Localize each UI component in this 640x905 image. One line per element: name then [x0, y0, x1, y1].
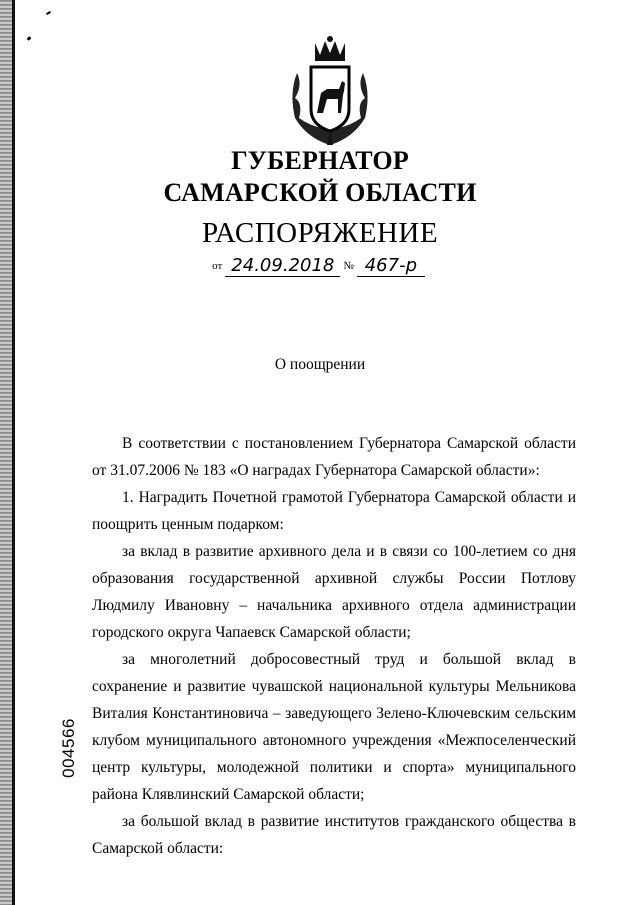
document-number: 467-р: [357, 256, 425, 277]
scan-edge-line: [12, 0, 15, 905]
body-paragraph: за многолетний добросовестный труд и большой вклад в сохранение и развитие чувашской национальной культуры Мельникова Виталия Константиновича – заведующего Зелено-Ключевским сельским клубом муниципального автономного учреждения «Межпоселенческий центр культуры, молодежной политики и спорта» муниципального района Клявлинский Самарской области;: [92, 651, 576, 803]
document-date: 24.09.2018: [225, 256, 340, 277]
body-paragraph: В соответствии с постановлением Губернатора Самарской области от 31.07.2006 № 183 «О наградах Губернатора Самарской области»:: [92, 435, 576, 479]
number-prefix: №: [343, 260, 354, 272]
issuer-title-line1: ГУБЕРНАТОР: [231, 146, 409, 175]
document-body: [92, 430, 576, 862]
serial-number: 004566: [59, 718, 78, 778]
body-paragraph: за вклад в развитие архивного дела и в связи со 100-летием со дня образования государственной архивной службы России Потлову Людмилу Ивановну – начальника архивного отдела администрации городского округа Чапаевск Самарской области;: [92, 543, 576, 641]
issuer-title-line2: САМАРСКОЙ ОБЛАСТИ: [163, 178, 477, 207]
body-paragraph: за большой вклад в развитие институтов гражданского общества в Самарской области:: [92, 813, 576, 857]
document-subject: О поощрении: [274, 356, 366, 373]
scan-edge: [0, 0, 12, 905]
date-number-line: [0, 255, 640, 277]
scan-speck: [27, 36, 32, 41]
coat-of-arms-emblem: [287, 33, 373, 151]
scan-speck: [46, 11, 51, 15]
document-type: РАСПОРЯЖЕНИЕ: [201, 217, 439, 249]
body-paragraph: 1. Наградить Почетной грамотой Губернатора Самарской области и поощрить ценным подарком:: [92, 489, 576, 533]
date-prefix: от: [212, 260, 223, 272]
